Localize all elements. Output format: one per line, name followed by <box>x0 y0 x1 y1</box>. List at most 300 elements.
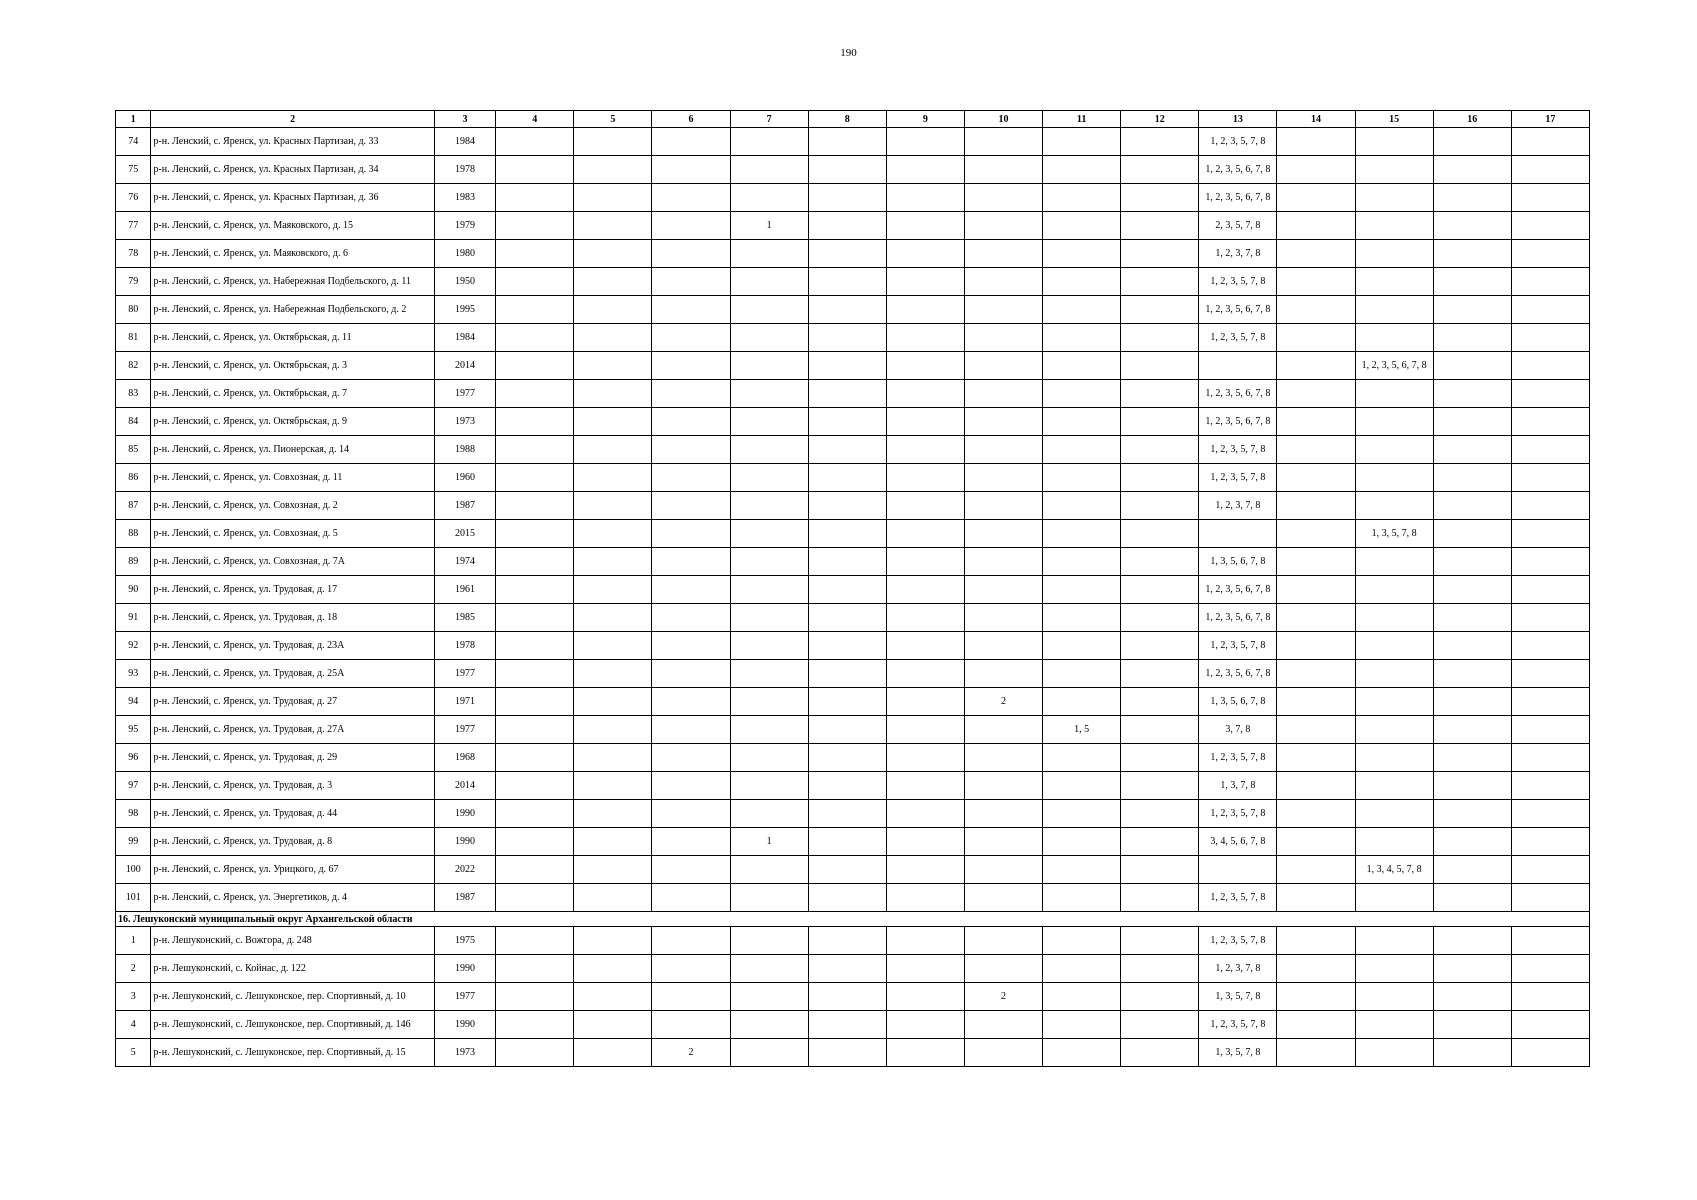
column-16-cell <box>1433 240 1511 268</box>
table-row <box>116 927 1590 955</box>
column-13-cell: 1, 2, 3, 5, 7, 8 <box>1199 632 1277 660</box>
column-6-cell <box>652 604 730 632</box>
column-11-cell <box>1043 856 1121 884</box>
column-4-cell <box>496 604 574 632</box>
column-4-cell <box>496 240 574 268</box>
column-13-cell: 1, 2, 3, 5, 6, 7, 8 <box>1199 576 1277 604</box>
column-5-cell <box>574 660 652 688</box>
column-4-cell <box>496 492 574 520</box>
column-16-cell <box>1433 983 1511 1011</box>
section-header-row <box>116 912 1590 927</box>
row-number-cell: 85 <box>116 436 151 464</box>
column-10-cell <box>964 296 1042 324</box>
column-4-cell <box>496 800 574 828</box>
column-11-cell <box>1043 576 1121 604</box>
column-13-cell: 1, 3, 5, 6, 7, 8 <box>1199 688 1277 716</box>
column-17-cell <box>1511 983 1589 1011</box>
column-11-cell <box>1043 240 1121 268</box>
column-11-cell <box>1043 128 1121 156</box>
column-6-cell <box>652 380 730 408</box>
column-10-cell <box>964 156 1042 184</box>
column-15-cell <box>1355 548 1433 576</box>
column-14-cell <box>1277 688 1355 716</box>
column-15-cell <box>1355 716 1433 744</box>
address-cell: р-н. Ленский, с. Яренск, ул. Совхозная, д. 11 <box>151 464 434 492</box>
column-6-cell <box>652 492 730 520</box>
column-13-cell: 1, 2, 3, 5, 6, 7, 8 <box>1199 604 1277 632</box>
year-cell: 1990 <box>434 955 495 983</box>
column-12-cell <box>1121 268 1199 296</box>
column-12-cell <box>1121 772 1199 800</box>
column-header: 4 <box>496 111 574 128</box>
address-cell: р-н. Ленский, с. Яренск, ул. Маяковского, д. 6 <box>151 240 434 268</box>
column-7-cell <box>730 408 808 436</box>
column-6-cell <box>652 268 730 296</box>
column-4-cell <box>496 632 574 660</box>
column-6-cell <box>652 828 730 856</box>
address-cell: р-н. Ленский, с. Яренск, ул. Трудовая, д. 25А <box>151 660 434 688</box>
section-title: 16. Лешуконский муниципальный округ Архангельской области <box>116 912 1590 927</box>
column-6-cell <box>652 212 730 240</box>
row-number-cell: 97 <box>116 772 151 800</box>
column-12-cell <box>1121 983 1199 1011</box>
table-row <box>116 352 1590 380</box>
table-row <box>116 688 1590 716</box>
column-12-cell <box>1121 828 1199 856</box>
year-cell: 1977 <box>434 716 495 744</box>
column-10-cell <box>964 380 1042 408</box>
column-9-cell <box>886 548 964 576</box>
column-16-cell <box>1433 856 1511 884</box>
column-6-cell <box>652 632 730 660</box>
column-16-cell <box>1433 380 1511 408</box>
column-11-cell <box>1043 772 1121 800</box>
column-17-cell <box>1511 464 1589 492</box>
column-14-cell <box>1277 856 1355 884</box>
column-15-cell <box>1355 492 1433 520</box>
column-header: 10 <box>964 111 1042 128</box>
table-row <box>116 716 1590 744</box>
column-9-cell <box>886 464 964 492</box>
column-14-cell <box>1277 576 1355 604</box>
column-8-cell <box>808 660 886 688</box>
year-cell: 2022 <box>434 856 495 884</box>
column-11-cell <box>1043 927 1121 955</box>
column-4-cell <box>496 324 574 352</box>
column-17-cell <box>1511 352 1589 380</box>
column-6-cell <box>652 688 730 716</box>
column-16-cell <box>1433 828 1511 856</box>
column-17-cell <box>1511 324 1589 352</box>
column-8-cell <box>808 464 886 492</box>
column-11-cell <box>1043 688 1121 716</box>
column-15-cell <box>1355 128 1433 156</box>
address-cell: р-н. Ленский, с. Яренск, ул. Трудовая, д. 44 <box>151 800 434 828</box>
column-13-cell: 1, 2, 3, 5, 7, 8 <box>1199 1011 1277 1039</box>
column-15-cell <box>1355 576 1433 604</box>
column-14-cell <box>1277 240 1355 268</box>
column-6-cell <box>652 464 730 492</box>
row-number-cell: 99 <box>116 828 151 856</box>
column-10-cell <box>964 184 1042 212</box>
column-12-cell <box>1121 548 1199 576</box>
column-5-cell <box>574 632 652 660</box>
address-cell: р-н. Ленский, с. Яренск, ул. Совхозная, д. 5 <box>151 520 434 548</box>
row-number-cell: 90 <box>116 576 151 604</box>
column-11-cell <box>1043 436 1121 464</box>
column-14-cell <box>1277 955 1355 983</box>
column-10-cell: 2 <box>964 983 1042 1011</box>
column-14-cell <box>1277 296 1355 324</box>
column-9-cell <box>886 380 964 408</box>
column-13-cell: 1, 2, 3, 5, 7, 8 <box>1199 128 1277 156</box>
column-13-cell: 1, 2, 3, 7, 8 <box>1199 492 1277 520</box>
address-cell: р-н. Лешуконский, с. Койнас, д. 122 <box>151 955 434 983</box>
column-16-cell <box>1433 464 1511 492</box>
column-11-cell <box>1043 828 1121 856</box>
column-7-cell <box>730 772 808 800</box>
column-9-cell <box>886 884 964 912</box>
column-4-cell <box>496 212 574 240</box>
column-7-cell <box>730 156 808 184</box>
column-11-cell <box>1043 800 1121 828</box>
column-4-cell <box>496 716 574 744</box>
column-7-cell <box>730 632 808 660</box>
column-11-cell <box>1043 884 1121 912</box>
table-row <box>116 268 1590 296</box>
table-row <box>116 983 1590 1011</box>
table-row <box>116 828 1590 856</box>
address-cell: р-н. Ленский, с. Яренск, ул. Набережная Подбельского, д. 11 <box>151 268 434 296</box>
column-5-cell <box>574 296 652 324</box>
column-11-cell <box>1043 380 1121 408</box>
column-4-cell <box>496 576 574 604</box>
column-6-cell <box>652 744 730 772</box>
column-9-cell <box>886 408 964 436</box>
column-header: 2 <box>151 111 434 128</box>
column-6-cell: 2 <box>652 1039 730 1067</box>
column-16-cell <box>1433 927 1511 955</box>
row-number-cell: 78 <box>116 240 151 268</box>
column-16-cell <box>1433 1039 1511 1067</box>
column-5-cell <box>574 548 652 576</box>
address-cell: р-н. Лешуконский, с. Лешуконское, пер. Спортивный, д. 10 <box>151 983 434 1011</box>
table-body <box>116 128 1590 1067</box>
address-cell: р-н. Ленский, с. Яренск, ул. Трудовая, д. 18 <box>151 604 434 632</box>
column-5-cell <box>574 983 652 1011</box>
column-10-cell <box>964 268 1042 296</box>
column-17-cell <box>1511 716 1589 744</box>
column-4-cell <box>496 156 574 184</box>
row-number-cell: 4 <box>116 1011 151 1039</box>
table-row <box>116 240 1590 268</box>
column-header: 13 <box>1199 111 1277 128</box>
row-number-cell: 84 <box>116 408 151 436</box>
column-10-cell <box>964 464 1042 492</box>
column-9-cell <box>886 268 964 296</box>
column-5-cell <box>574 156 652 184</box>
column-header: 6 <box>652 111 730 128</box>
column-14-cell <box>1277 128 1355 156</box>
column-14-cell <box>1277 1039 1355 1067</box>
year-cell: 1971 <box>434 688 495 716</box>
table-row <box>116 604 1590 632</box>
column-9-cell <box>886 688 964 716</box>
table-row <box>116 380 1590 408</box>
row-number-cell: 93 <box>116 660 151 688</box>
column-7-cell <box>730 240 808 268</box>
column-17-cell <box>1511 1039 1589 1067</box>
column-9-cell <box>886 856 964 884</box>
row-number-cell: 98 <box>116 800 151 828</box>
column-9-cell <box>886 983 964 1011</box>
table-row <box>116 856 1590 884</box>
column-4-cell <box>496 184 574 212</box>
column-12-cell <box>1121 352 1199 380</box>
column-9-cell <box>886 352 964 380</box>
column-15-cell <box>1355 983 1433 1011</box>
column-12-cell <box>1121 408 1199 436</box>
column-16-cell <box>1433 800 1511 828</box>
column-8-cell <box>808 380 886 408</box>
column-10-cell <box>964 352 1042 380</box>
column-11-cell <box>1043 955 1121 983</box>
column-17-cell <box>1511 268 1589 296</box>
column-8-cell <box>808 576 886 604</box>
column-13-cell: 1, 2, 3, 5, 6, 7, 8 <box>1199 380 1277 408</box>
column-11-cell <box>1043 352 1121 380</box>
column-10-cell <box>964 1039 1042 1067</box>
column-9-cell <box>886 520 964 548</box>
column-7-cell <box>730 296 808 324</box>
column-7-cell <box>730 352 808 380</box>
year-cell: 1984 <box>434 128 495 156</box>
column-12-cell <box>1121 884 1199 912</box>
column-8-cell <box>808 436 886 464</box>
year-cell: 1984 <box>434 324 495 352</box>
column-14-cell <box>1277 156 1355 184</box>
column-17-cell <box>1511 744 1589 772</box>
column-8-cell <box>808 688 886 716</box>
table-row <box>116 520 1590 548</box>
column-17-cell <box>1511 688 1589 716</box>
column-16-cell <box>1433 744 1511 772</box>
table-row <box>116 800 1590 828</box>
column-16-cell <box>1433 604 1511 632</box>
column-7-cell <box>730 688 808 716</box>
year-cell: 1995 <box>434 296 495 324</box>
column-13-cell: 1, 2, 3, 7, 8 <box>1199 955 1277 983</box>
column-10-cell <box>964 927 1042 955</box>
column-12-cell <box>1121 436 1199 464</box>
address-cell: р-н. Ленский, с. Яренск, ул. Трудовая, д. 27А <box>151 716 434 744</box>
column-16-cell <box>1433 576 1511 604</box>
column-15-cell: 1, 2, 3, 5, 6, 7, 8 <box>1355 352 1433 380</box>
column-14-cell <box>1277 492 1355 520</box>
column-17-cell <box>1511 1011 1589 1039</box>
column-4-cell <box>496 744 574 772</box>
column-16-cell <box>1433 716 1511 744</box>
table-row <box>116 156 1590 184</box>
column-15-cell <box>1355 1039 1433 1067</box>
year-cell: 1990 <box>434 800 495 828</box>
column-7-cell <box>730 955 808 983</box>
column-15-cell <box>1355 268 1433 296</box>
column-9-cell <box>886 632 964 660</box>
column-14-cell <box>1277 800 1355 828</box>
row-number-cell: 1 <box>116 927 151 955</box>
column-8-cell <box>808 324 886 352</box>
column-4-cell <box>496 128 574 156</box>
column-7-cell <box>730 576 808 604</box>
table-row <box>116 660 1590 688</box>
column-10-cell <box>964 436 1042 464</box>
column-15-cell <box>1355 632 1433 660</box>
column-5-cell <box>574 352 652 380</box>
column-4-cell <box>496 660 574 688</box>
column-9-cell <box>886 716 964 744</box>
table-row <box>116 408 1590 436</box>
column-7-cell <box>730 380 808 408</box>
column-10-cell <box>964 408 1042 436</box>
column-15-cell <box>1355 1011 1433 1039</box>
column-14-cell <box>1277 927 1355 955</box>
column-9-cell <box>886 156 964 184</box>
table-row <box>116 184 1590 212</box>
column-7-cell <box>730 464 808 492</box>
table-row <box>116 324 1590 352</box>
column-12-cell <box>1121 240 1199 268</box>
column-11-cell <box>1043 492 1121 520</box>
column-header: 12 <box>1121 111 1199 128</box>
column-12-cell <box>1121 856 1199 884</box>
address-cell: р-н. Лешуконский, с. Лешуконское, пер. Спортивный, д. 146 <box>151 1011 434 1039</box>
column-17-cell <box>1511 380 1589 408</box>
column-17-cell <box>1511 800 1589 828</box>
year-cell: 2014 <box>434 352 495 380</box>
column-6-cell <box>652 660 730 688</box>
column-9-cell <box>886 744 964 772</box>
column-14-cell <box>1277 184 1355 212</box>
row-number-cell: 82 <box>116 352 151 380</box>
column-9-cell <box>886 604 964 632</box>
column-11-cell <box>1043 983 1121 1011</box>
year-cell: 1973 <box>434 1039 495 1067</box>
column-11-cell <box>1043 660 1121 688</box>
column-13-cell: 1, 2, 3, 5, 6, 7, 8 <box>1199 408 1277 436</box>
column-17-cell <box>1511 856 1589 884</box>
row-number-cell: 79 <box>116 268 151 296</box>
row-number-cell: 80 <box>116 296 151 324</box>
column-17-cell <box>1511 156 1589 184</box>
row-number-cell: 100 <box>116 856 151 884</box>
column-16-cell <box>1433 688 1511 716</box>
column-header: 9 <box>886 111 964 128</box>
column-8-cell <box>808 520 886 548</box>
column-14-cell <box>1277 716 1355 744</box>
column-8-cell <box>808 408 886 436</box>
address-cell: р-н. Ленский, с. Яренск, ул. Октябрьская, д. 9 <box>151 408 434 436</box>
column-15-cell <box>1355 296 1433 324</box>
row-number-cell: 92 <box>116 632 151 660</box>
column-12-cell <box>1121 716 1199 744</box>
column-7-cell <box>730 744 808 772</box>
column-5-cell <box>574 212 652 240</box>
column-8-cell <box>808 800 886 828</box>
column-6-cell <box>652 324 730 352</box>
row-number-cell: 75 <box>116 156 151 184</box>
column-15-cell <box>1355 324 1433 352</box>
column-12-cell <box>1121 632 1199 660</box>
row-number-cell: 86 <box>116 464 151 492</box>
column-11-cell <box>1043 632 1121 660</box>
column-9-cell <box>886 828 964 856</box>
column-4-cell <box>496 927 574 955</box>
column-15-cell <box>1355 604 1433 632</box>
column-7-cell <box>730 716 808 744</box>
column-15-cell <box>1355 464 1433 492</box>
column-13-cell <box>1199 856 1277 884</box>
column-5-cell <box>574 828 652 856</box>
column-7-cell <box>730 927 808 955</box>
year-cell: 1977 <box>434 660 495 688</box>
column-5-cell <box>574 380 652 408</box>
column-6-cell <box>652 716 730 744</box>
year-cell: 1950 <box>434 268 495 296</box>
table-row <box>116 464 1590 492</box>
column-16-cell <box>1433 156 1511 184</box>
column-5-cell <box>574 688 652 716</box>
column-10-cell <box>964 884 1042 912</box>
column-12-cell <box>1121 688 1199 716</box>
column-5-cell <box>574 492 652 520</box>
register-table <box>115 110 1590 1067</box>
address-cell: р-н. Лешуконский, с. Лешуконское, пер. Спортивный, д. 15 <box>151 1039 434 1067</box>
column-header: 16 <box>1433 111 1511 128</box>
year-cell: 1985 <box>434 604 495 632</box>
column-10-cell: 2 <box>964 688 1042 716</box>
column-7-cell <box>730 800 808 828</box>
column-17-cell <box>1511 296 1589 324</box>
column-12-cell <box>1121 464 1199 492</box>
column-4-cell <box>496 856 574 884</box>
year-cell: 1990 <box>434 828 495 856</box>
address-cell: р-н. Ленский, с. Яренск, ул. Урицкого, д. 67 <box>151 856 434 884</box>
column-15-cell <box>1355 884 1433 912</box>
column-15-cell <box>1355 955 1433 983</box>
column-8-cell <box>808 128 886 156</box>
column-10-cell <box>964 576 1042 604</box>
column-4-cell <box>496 955 574 983</box>
column-11-cell <box>1043 520 1121 548</box>
column-7-cell <box>730 983 808 1011</box>
column-header: 7 <box>730 111 808 128</box>
column-6-cell <box>652 548 730 576</box>
column-17-cell <box>1511 632 1589 660</box>
column-6-cell <box>652 772 730 800</box>
column-17-cell <box>1511 520 1589 548</box>
column-11-cell <box>1043 184 1121 212</box>
column-11-cell <box>1043 1011 1121 1039</box>
column-8-cell <box>808 604 886 632</box>
column-14-cell <box>1277 884 1355 912</box>
table-row <box>116 296 1590 324</box>
column-15-cell <box>1355 828 1433 856</box>
column-12-cell <box>1121 492 1199 520</box>
column-10-cell <box>964 660 1042 688</box>
year-cell: 1983 <box>434 184 495 212</box>
column-13-cell: 1, 2, 3, 5, 7, 8 <box>1199 436 1277 464</box>
